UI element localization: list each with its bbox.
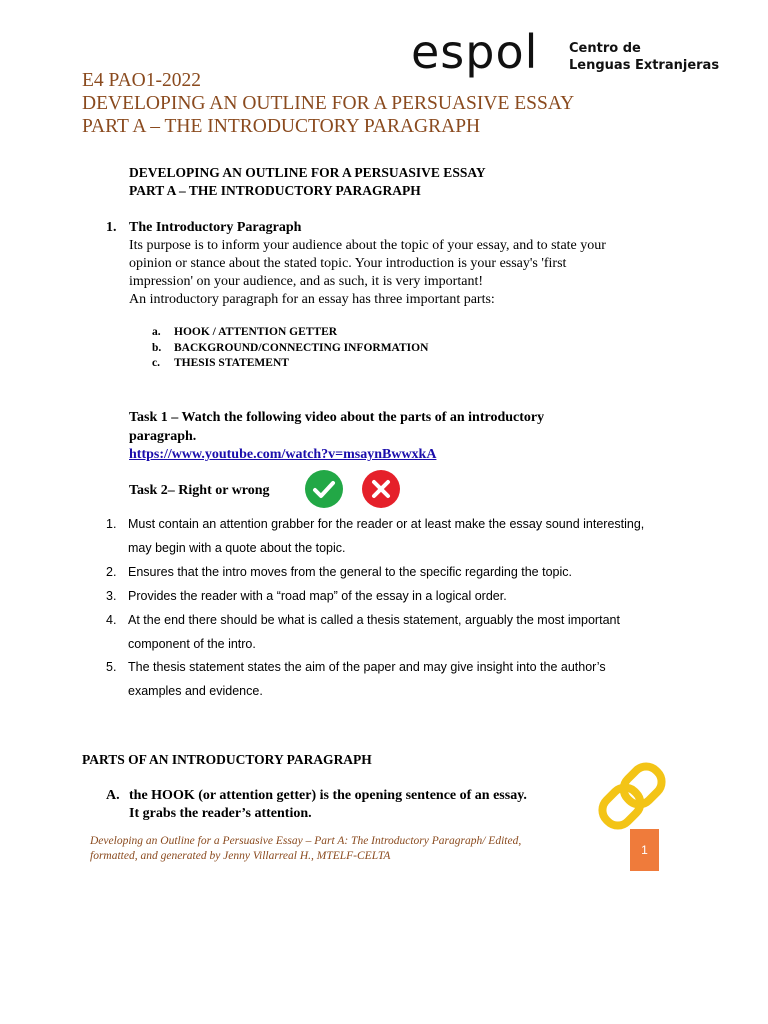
statement-number: 2. [106,565,117,579]
document-title: DEVELOPING AN OUTLINE FOR A PERSUASIVE ESSAY [82,93,575,114]
statement-line: Must contain an attention grabber for the reader or at least make the essay sound interesting, [128,517,645,531]
section-text-line: Its purpose is to inform your audience about the topic of your essay, and to state your [129,238,606,253]
part-hook: HOOK / ATTENTION GETTER [174,326,338,338]
part-background: BACKGROUND/CONNECTING INFORMATION [174,342,429,354]
logo-subtitle-line1: Centro de [569,41,641,56]
part-letter: c. [152,357,160,369]
x-icon [362,470,400,508]
statement-line: The thesis statement states the aim of the paper and may give insight into the author’s [128,660,606,674]
hook-text-line1: the HOOK (or attention getter) is the opening sentence of an essay. [129,788,527,803]
task2-label: Task 2– Right or wrong [129,483,270,498]
statement-number: 1. [106,517,117,531]
footer-line1: Developing an Outline for a Persuasive Essay – Part A: The Introductory Paragraph/ Edited, [90,835,522,847]
document-code: E4 PAO1-2022 [82,70,201,91]
task1-instruction: Task 1 – Watch the following video about the parts of an introductory [129,410,545,425]
subheading-line1: DEVELOPING AN OUTLINE FOR A PERSUASIVE ESSAY [129,165,486,180]
statement-number: 4. [106,613,117,627]
section-title: The Introductory Paragraph [129,220,302,235]
part-letter: b. [152,342,162,354]
page-number: 1 [630,829,659,871]
x-icon-glyph [362,470,400,508]
footer-line2: formatted, and generated by Jenny Villarreal H., MTELF-CELTA [90,850,391,862]
hook-letter: A. [106,788,120,803]
section-text-line: An introductory paragraph for an essay has three important parts: [129,292,495,307]
subheading-line2: PART A – THE INTRODUCTORY PARAGRAPH [129,183,421,198]
document-part-title: PART A – THE INTRODUCTORY PARAGRAPH [82,116,481,137]
check-icon [305,470,343,508]
section-text-line: impression' on your audience, and as such, it is very important! [129,274,483,289]
logo-subtitle [569,40,719,74]
statement-line: component of the intro. [128,637,256,651]
video-link[interactable]: https://www.youtube.com/watch?v=msaynBwwxkA [129,447,437,462]
statement-line: may begin with a quote about the topic. [128,541,346,555]
espol-logo: espol [411,25,539,79]
statement-line: Provides the reader with a “road map” of the essay in a logical order. [128,589,507,603]
statement-line: examples and evidence. [128,684,263,698]
section-number: 1. [106,220,117,235]
statement-line: Ensures that the intro moves from the general to the specific regarding the topic. [128,565,572,579]
parts-heading: PARTS OF AN INTRODUCTORY PARAGRAPH [82,752,372,767]
footer-credit [90,834,521,864]
check-icon-glyph [305,470,343,508]
hook-text-line2: It grabs the reader’s attention. [129,806,312,821]
part-letter: a. [152,326,161,338]
statement-number: 3. [106,589,117,603]
task1-instruction-cont: paragraph. [129,429,197,444]
statement-number: 5. [106,660,117,674]
logo-subtitle-line2: Lenguas Extranjeras [569,58,720,73]
part-thesis: THESIS STATEMENT [174,357,289,369]
section-text-line: opinion or stance about the stated topic. Your introduction is your essay's 'first [129,256,567,271]
chain-link-icon [596,760,668,832]
statement-line: At the end there should be what is called a thesis statement, arguably the most important [128,613,620,627]
